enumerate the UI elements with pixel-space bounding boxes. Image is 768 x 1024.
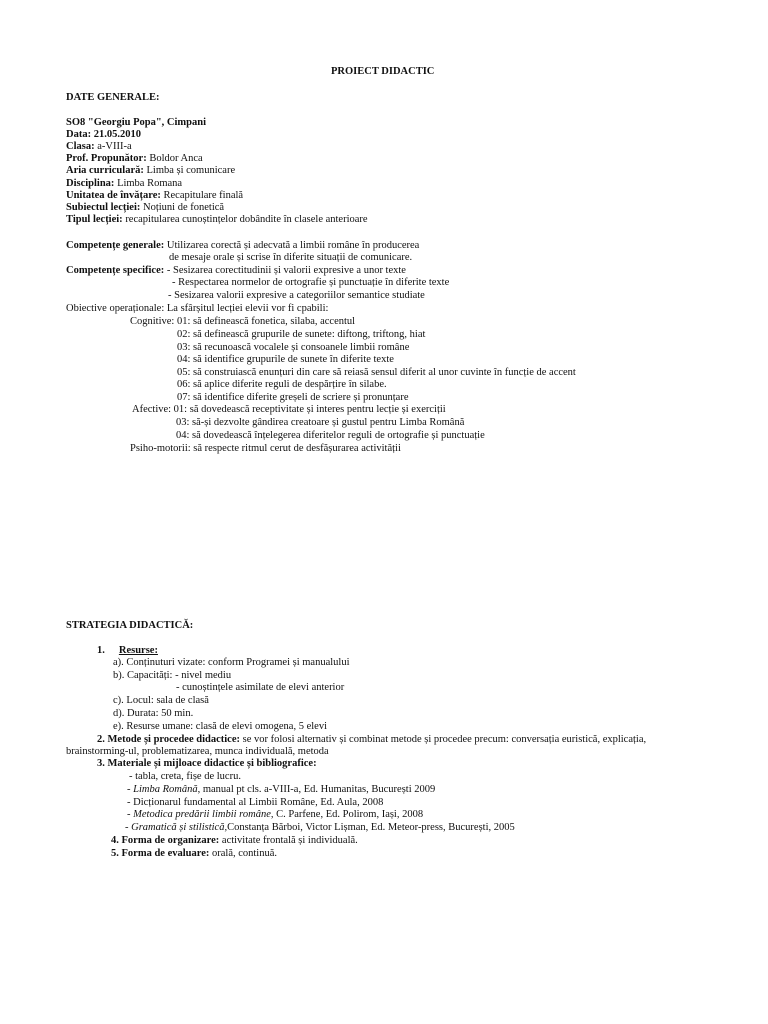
general-competence-cont: de mesaje orale și scrise în diferite situații de comunicare. [169, 252, 413, 263]
unit-line: Unitatea de învățare: Recapitulare finală [66, 190, 244, 201]
bibliography-item: - Gramatică și stilistică,Constanța Bărboi, Victor Lișman, Ed. Meteor-press, București, 2005 [125, 822, 515, 833]
specific-competence-2: - Respectarea normelor de ortografie și punctuație în diferite texte [172, 277, 450, 288]
resource-item: b). Capacități: - nivel mediu [113, 670, 232, 681]
teacher-line: Prof. Propunător: Boldor Anca [66, 153, 203, 164]
subject-line: Subiectul lecției: Noțiuni de fonetică [66, 202, 225, 213]
materials-item: - tabla, creta, fișe de lucru. [129, 771, 241, 782]
resource-item: d). Durata: 50 min. [113, 708, 194, 719]
specific-competence-3: - Sesizarea valorii expresive a categoriilor semantice studiate [168, 290, 425, 301]
cognitive-objective: 04: să identifice grupurile de sunete în diferite texte [177, 354, 394, 365]
discipline-line: Disciplina: Limba Romana [66, 178, 183, 189]
page-title: PROIECT DIDACTIC [331, 66, 435, 77]
cognitive-objective: 06: să aplice diferite reguli de despărțire în silabe. [177, 379, 387, 390]
type-line: Tipul lecției: recapitularea cunoștințelor dobândite în clasele anterioare [66, 214, 368, 225]
resources-heading: 1. Resurse: [97, 645, 158, 656]
psychomotor-objective: Psiho-motorii: să respecte ritmul cerut de desfășurarea activității [130, 443, 401, 454]
date-line: Data: 21.05.2010 [66, 129, 141, 140]
general-competence: Competențe generale: Utilizarea corectă și adecvată a limbii române în producerea [66, 240, 420, 251]
strategy-heading: STRATEGIA DIDACTICĂ: [66, 620, 194, 631]
cognitive-objective: 03: să recunoască vocalele și consoanele limbii române [177, 342, 410, 353]
area-line: Aria curriculară: Limba și comunicare [66, 165, 236, 176]
materials-heading: 3. Materiale și mijloace didactice și bibliografice: [97, 758, 317, 769]
methods-line: 2. Metode și procedee didactice: se vor folosi alternativ și combinat metode și procedee precum: conversația euristică, explicația, [97, 734, 647, 745]
affective-objective: 03: să-și dezvolte gândirea creatoare și gustul pentru Limba Română [176, 417, 465, 428]
affective-objective: 04: să dovedească înțelegerea diferitelor reguli de ortografie și punctuație [176, 430, 485, 441]
bibliography-item: - Limba Română, manual pt cls. a-VIII-a, Ed. Humanitas, București 2009 [127, 784, 436, 795]
objectives-intro: Obiective operaționale: La sfârșitul lecției elevii vor fi cpabili: [66, 303, 329, 314]
bibliography-item: - Dicționarul fundamental al Limbii Române, Ed. Aula, 2008 [127, 797, 384, 808]
organization-line: 4. Forma de organizare: activitate frontală și individuală. [111, 835, 358, 846]
resource-item: e). Resurse umane: clasă de elevi omogena, 5 elevi [113, 721, 327, 732]
specific-competence-1: Competențe specifice: - Sesizarea corectitudinii și valorii expresive a unor texte [66, 265, 406, 276]
cognitive-objective: 07: să identifice diferite greșeli de scriere și pronunțare [177, 392, 409, 403]
cognitive-objective: 02: să definească grupurile de sunete: diftong, triftong, hiat [177, 329, 426, 340]
cognitive-objective: 05: să construiască enunțuri din care să reiasă sensul diferit al unor cuvinte în funcție de accent [177, 367, 576, 378]
school-line: SO8 "Georgiu Popa", Cimpani [66, 117, 207, 128]
evaluation-line: 5. Forma de evaluare: orală, continuă. [111, 848, 278, 859]
general-heading: DATE GENERALE: [66, 92, 160, 103]
resource-item: - cunoștințele asimilate de elevi anterior [176, 682, 345, 693]
affective-objective: Afective: 01: să dovedească receptivitate și interes pentru lecție și exerciții [132, 404, 446, 415]
bibliography-item: - Metodica predării limbii române, C. Parfene, Ed. Polirom, Iași, 2008 [127, 809, 424, 820]
resource-item: a). Conținuturi vizate: conform Programei și manualului [113, 657, 350, 668]
cognitive-objective: Cognitive: 01: să definească fonetica, silaba, accentul [130, 316, 356, 327]
resource-item: c). Locul: sala de clasă [113, 695, 209, 706]
methods-line-cont: brainstorming-ul, problematizarea, munca individuală, metoda [66, 746, 329, 757]
class-line: Clasa: a-VIII-a [66, 141, 132, 152]
